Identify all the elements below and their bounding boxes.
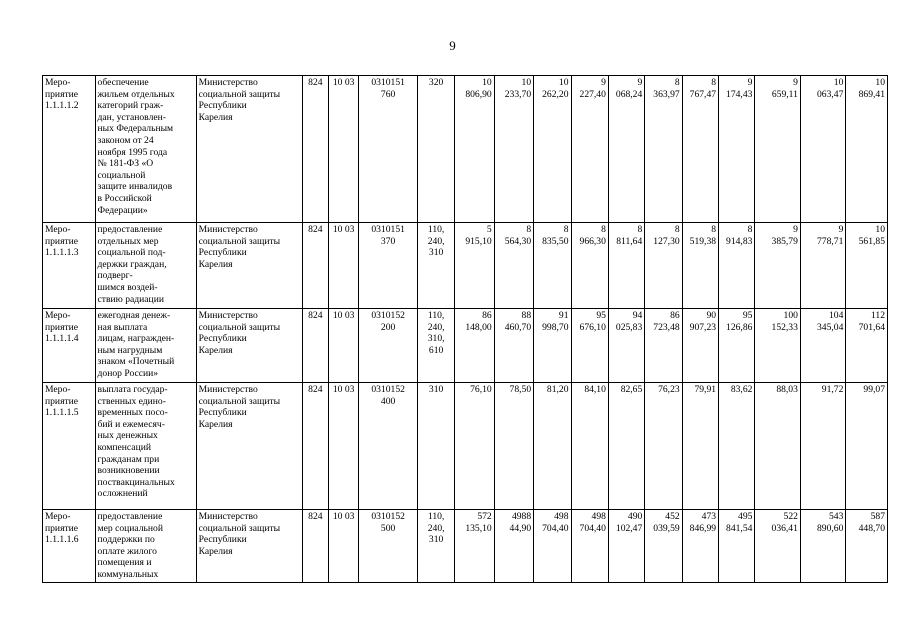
- grbs-code-cell: 824: [302, 383, 328, 510]
- expense-type-cell: 110, 240, 310, 610: [417, 309, 454, 383]
- amount-cell: 82,65: [608, 383, 644, 510]
- amount-cell: 94 025,83: [608, 309, 644, 383]
- amount-cell: 522 036,41: [755, 510, 800, 583]
- amount-cell: 9 778,71: [800, 223, 845, 309]
- amount-cell: 78,50: [494, 383, 533, 510]
- amount-cell: 91 998,70: [534, 309, 571, 383]
- amount-cell: 8 363,97: [645, 76, 682, 223]
- amount-cell: 76,23: [645, 383, 682, 510]
- amount-cell: 10 262,20: [534, 76, 571, 223]
- table-row: [43, 510, 888, 583]
- target-article-cell: 0310152 500: [359, 510, 418, 583]
- amount-cell: 8 914,83: [719, 223, 755, 309]
- table-row: [43, 383, 888, 510]
- expense-type-cell: 110, 240, 310: [417, 510, 454, 583]
- table-row: [43, 223, 888, 309]
- amount-cell: 79,91: [682, 383, 718, 510]
- measure-id-cell: Меро- приятие 1.1.1.1.2: [43, 76, 96, 223]
- grbs-code-cell: 824: [302, 309, 328, 383]
- amount-cell: 543 890,60: [800, 510, 845, 583]
- amount-cell: 100 152,33: [755, 309, 800, 383]
- section-code-cell: 10 03: [329, 76, 359, 223]
- table-row: [43, 76, 888, 223]
- amount-cell: 9 068,24: [608, 76, 644, 223]
- amount-cell: 8 767,47: [682, 76, 718, 223]
- amount-cell: 99,07: [846, 383, 888, 510]
- amount-cell: 9 385,79: [755, 223, 800, 309]
- section-code-cell: 10 03: [329, 510, 359, 583]
- amount-cell: 8 564,30: [494, 223, 533, 309]
- amount-cell: 95 126,86: [719, 309, 755, 383]
- amount-cell: 498 704,40: [534, 510, 571, 583]
- amount-cell: 490 102,47: [608, 510, 644, 583]
- amount-cell: 86 723,48: [645, 309, 682, 383]
- expense-type-cell: 320: [417, 76, 454, 223]
- executor-cell: Министерство социальной защиты Республики Карелия: [196, 383, 302, 510]
- amount-cell: 8 835,50: [534, 223, 571, 309]
- expense-type-cell: 310: [417, 383, 454, 510]
- amount-cell: 495 841,54: [719, 510, 755, 583]
- amount-cell: 112 701,64: [846, 309, 888, 383]
- amount-cell: 10 063,47: [800, 76, 845, 223]
- page-number: 9: [449, 38, 456, 53]
- amount-cell: 95 676,10: [571, 309, 608, 383]
- grbs-code-cell: 824: [302, 76, 328, 223]
- amount-cell: 8 127,30: [645, 223, 682, 309]
- amount-cell: 86 148,00: [455, 309, 494, 383]
- measure-description-cell: выплата государ- ственных едино- временных посо- бий и ежемесяч- ных денежных компенсаций гражданам при возникновении поствакцинальных осложнений: [95, 383, 196, 510]
- measure-id-cell: Меро- приятие 1.1.1.1.4: [43, 309, 96, 383]
- amount-cell: 473 846,99: [682, 510, 718, 583]
- amount-cell: 9 227,40: [571, 76, 608, 223]
- target-article-cell: 0310152 200: [359, 309, 418, 383]
- amount-cell: 572 135,10: [455, 510, 494, 583]
- measure-description-cell: предоставление мер социальной поддержки по оплате жилого помещения и коммунальных: [95, 510, 196, 583]
- amount-cell: 498 704,40: [571, 510, 608, 583]
- amount-cell: 84,10: [571, 383, 608, 510]
- measure-id-cell: Меро- приятие 1.1.1.1.6: [43, 510, 96, 583]
- measure-id-cell: Меро- приятие 1.1.1.1.3: [43, 223, 96, 309]
- amount-cell: 10 869,41: [846, 76, 888, 223]
- amount-cell: 91,72: [800, 383, 845, 510]
- executor-cell: Министерство социальной защиты Республики Карелия: [196, 223, 302, 309]
- target-article-cell: 0310151 760: [359, 76, 418, 223]
- grbs-code-cell: 824: [302, 510, 328, 583]
- amount-cell: 587 448,70: [846, 510, 888, 583]
- executor-cell: Министерство социальной защиты Республики Карелия: [196, 309, 302, 383]
- amount-cell: 10 806,90: [455, 76, 494, 223]
- amount-cell: 10 233,70: [494, 76, 533, 223]
- amount-cell: 88,03: [755, 383, 800, 510]
- target-article-cell: 0310152 400: [359, 383, 418, 510]
- amount-cell: 76,10: [455, 383, 494, 510]
- amount-cell: 88 460,70: [494, 309, 533, 383]
- measure-id-cell: Меро- приятие 1.1.1.1.5: [43, 383, 96, 510]
- amount-cell: 90 907,23: [682, 309, 718, 383]
- amount-cell: 9 174,43: [719, 76, 755, 223]
- amount-cell: 81,20: [534, 383, 571, 510]
- section-code-cell: 10 03: [329, 309, 359, 383]
- amount-cell: 4988 44,90: [494, 510, 533, 583]
- section-code-cell: 10 03: [329, 383, 359, 510]
- budget-table: [42, 75, 888, 583]
- amount-cell: 452 039,59: [645, 510, 682, 583]
- measure-description-cell: обеспечение жильем отдельных категорий граж- дан, установлен- ных Федеральным законом от 24 ноября 1995 года № 181-ФЗ «О социальной защите инвалидов в Российской Федерации»: [95, 76, 196, 223]
- amount-cell: 10 561,85: [846, 223, 888, 309]
- amount-cell: 8 519,38: [682, 223, 718, 309]
- measure-description-cell: ежегодная денеж- ная выплата лицам, награжден- ным нагрудным знаком «Почетный донор России»: [95, 309, 196, 383]
- amount-cell: 83,62: [719, 383, 755, 510]
- grbs-code-cell: 824: [302, 223, 328, 309]
- amount-cell: 8 966,30: [571, 223, 608, 309]
- executor-cell: Министерство социальной защиты Республики Карелия: [196, 76, 302, 223]
- target-article-cell: 0310151 370: [359, 223, 418, 309]
- measure-description-cell: предоставление отдельных мер социальной под- держки граждан, подверг- шимся воздей- ствию радиации: [95, 223, 196, 309]
- section-code-cell: 10 03: [329, 223, 359, 309]
- amount-cell: 104 345,04: [800, 309, 845, 383]
- amount-cell: 8 811,64: [608, 223, 644, 309]
- expense-type-cell: 110, 240, 310: [417, 223, 454, 309]
- amount-cell: 9 659,11: [755, 76, 800, 223]
- executor-cell: Министерство социальной защиты Республики Карелия: [196, 510, 302, 583]
- table-row: [43, 309, 888, 383]
- amount-cell: 5 915,10: [455, 223, 494, 309]
